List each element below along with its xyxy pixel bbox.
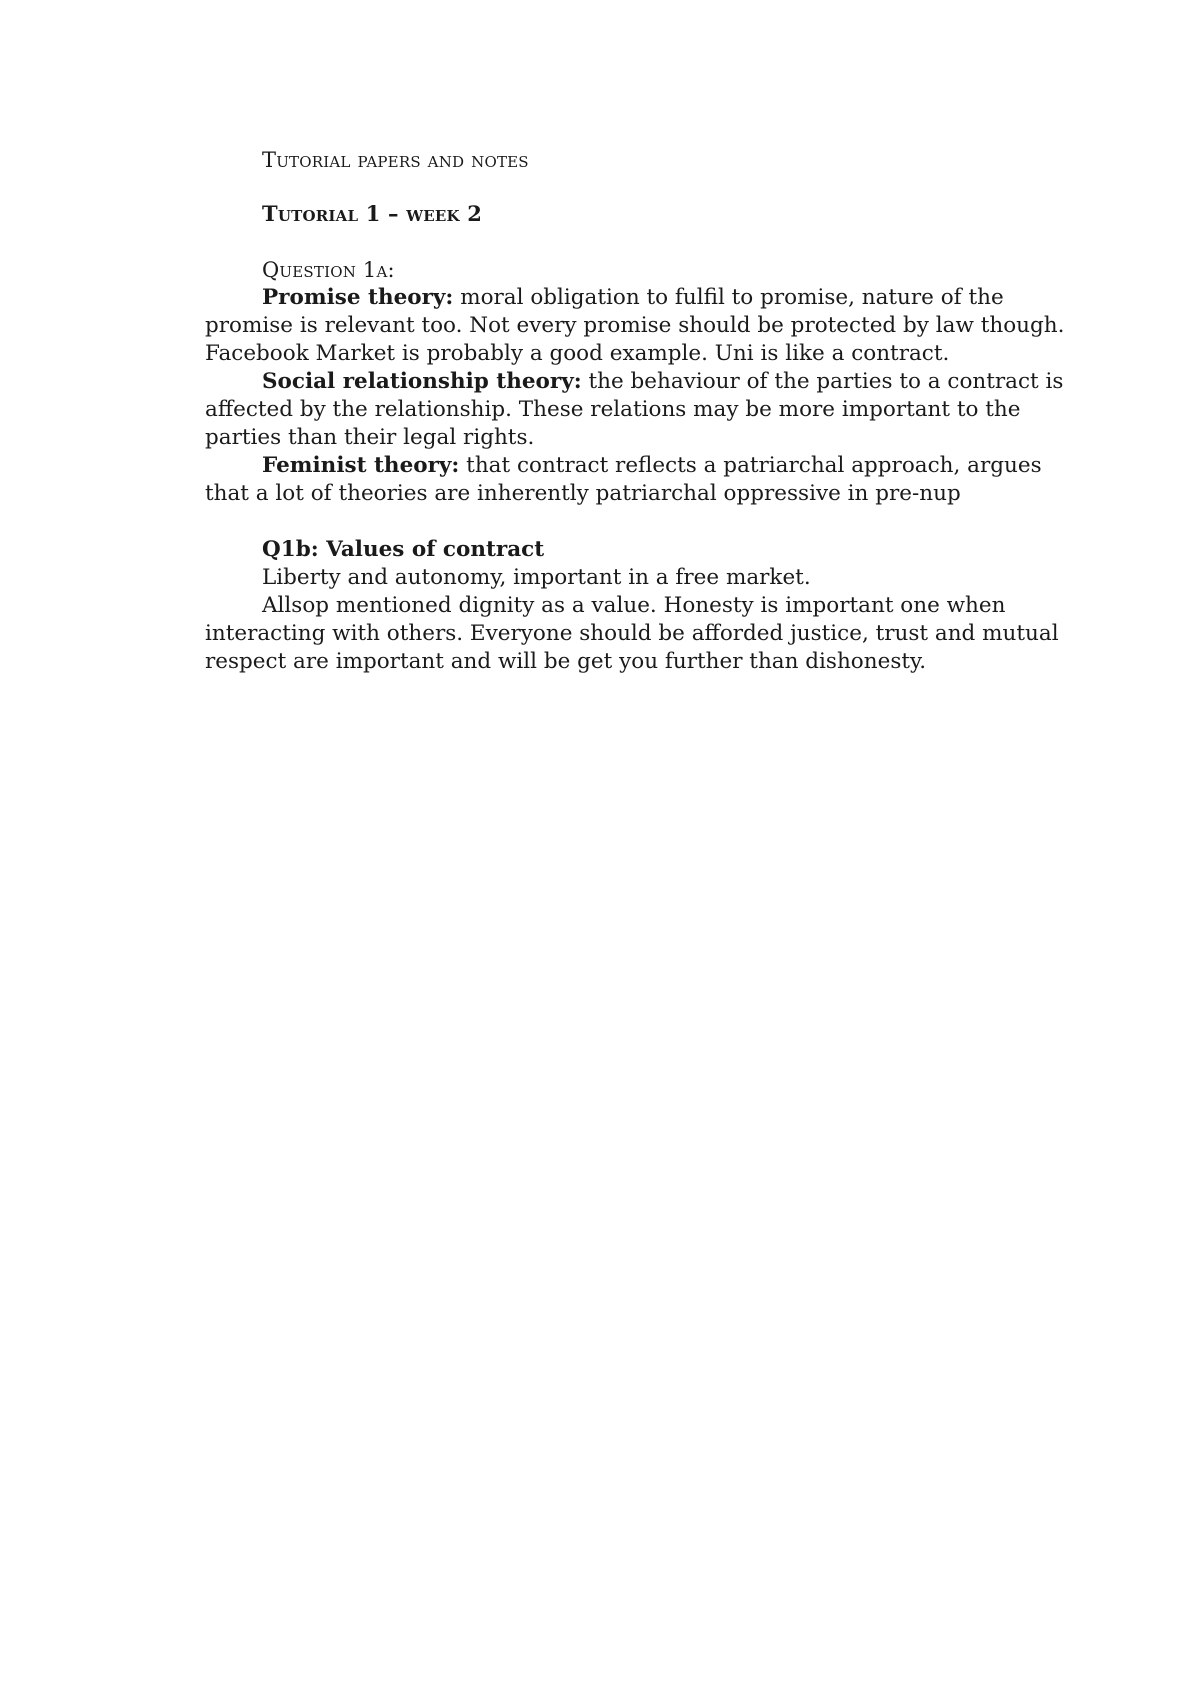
social-relationship-theory-text: the behaviour of the parties to a contract is affected by the relationship. These relations may be more important to the parties than their legal rights. bbox=[205, 369, 1064, 450]
feminist-theory-term: Feminist theory: bbox=[262, 453, 460, 478]
social-relationship-theory-term: Social relationship theory: bbox=[262, 369, 582, 394]
document-body bbox=[205, 146, 1085, 676]
q1b-paragraph: Allsop mentioned dignity as a value. Honesty is important one when interacting with others. Everyone should be afforded justice, trust and mutual respect are important and will be get you further than dishonesty. bbox=[205, 593, 1059, 674]
question-1a-heading: Question 1a: bbox=[262, 258, 395, 282]
q1b-first-line: Liberty and autonomy, important in a free market. bbox=[262, 565, 811, 590]
tutorial-heading: Tutorial 1 – week 2 bbox=[262, 201, 483, 226]
document-title: Tutorial papers and notes bbox=[262, 148, 529, 172]
promise-theory-paragraph bbox=[205, 284, 1085, 368]
promise-theory-term: Promise theory: bbox=[262, 285, 454, 310]
feminist-theory-paragraph bbox=[205, 452, 1085, 508]
social-relationship-theory-paragraph bbox=[205, 368, 1085, 452]
question-1b-heading: Q1b: Values of contract bbox=[262, 537, 545, 562]
feminist-theory-text: that contract reflects a patriarchal approach, argues that a lot of theories are inherently patriarchal oppressive in pre-nup bbox=[205, 453, 1042, 506]
promise-theory-text: moral obligation to fulfil to promise, nature of the promise is relevant too. Not every promise should be protected by law though. Facebook Market is probably a good example. Uni is like a contract. bbox=[205, 285, 1065, 366]
